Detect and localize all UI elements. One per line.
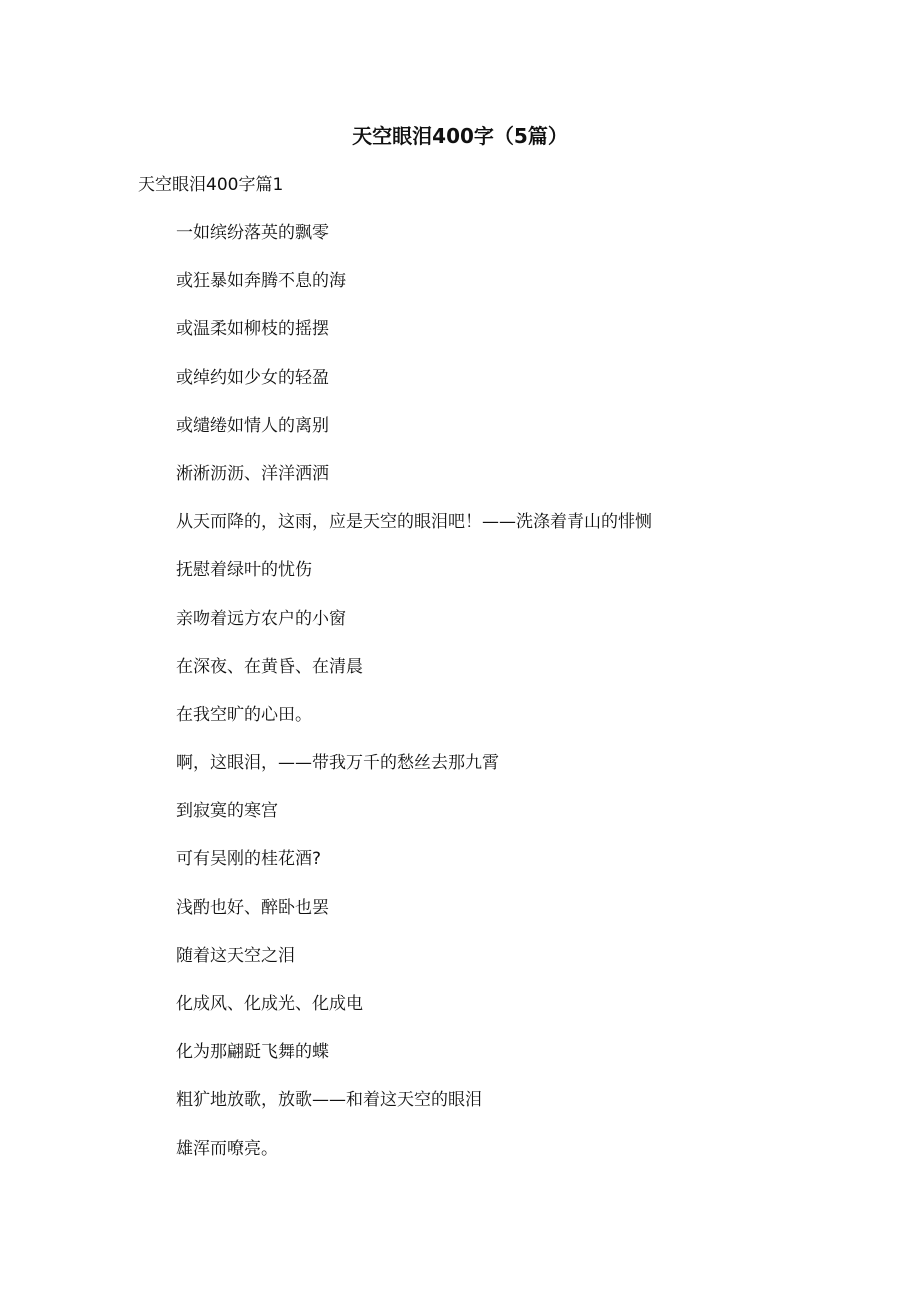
poem-line: 可有吴刚的桂花酒? [176, 849, 322, 870]
poem-line: 化成风、化成光、化成电 [176, 994, 363, 1014]
poem-line: 化为那翩跹飞舞的蝶 [176, 1042, 329, 1063]
poem-line: 或狂暴如奔腾不息的海 [176, 271, 346, 292]
poem-line: 雄浑而嘹亮。 [176, 1138, 278, 1159]
poem-line: 淅淅沥沥、洋洋洒洒 [176, 463, 329, 484]
poem-line: 一如缤纷落英的飘零 [176, 223, 329, 243]
poem-line: 或温柔如柳枝的摇摆 [176, 319, 329, 340]
poem-line: 啊，这眼泪，——带我万千的愁丝去那九霄 [176, 753, 499, 774]
poem-line: 粗犷地放歌，放歌——和着这天空的眼泪 [176, 1090, 482, 1111]
poem-line: 亲吻着远方农户的小窗 [176, 608, 346, 629]
poem-line: 随着这天空之泪 [176, 945, 295, 966]
poem-line: 从天而降的，这雨，应是天空的眼泪吧！——洗涤着青山的悱恻 [176, 512, 652, 533]
poem-line: 在我空旷的心田。 [176, 704, 312, 725]
poem-line: 到寂寞的寒宫 [176, 801, 278, 822]
poem-line: 抚慰着绿叶的忧伤 [176, 560, 312, 581]
poem-line: 在深夜、在黄昏、在清晨 [176, 656, 363, 677]
section-heading: 天空眼泪400字篇1 [138, 175, 284, 195]
poem-line: 或绰约如少女的轻盈 [176, 367, 329, 388]
document-title: 天空眼泪400字（5篇） [352, 124, 568, 148]
poem-line: 浅酌也好、醉卧也罢 [176, 897, 329, 918]
poem-lines [176, 220, 652, 1184]
poem-line: 或缱绻如情人的离别 [176, 415, 329, 436]
